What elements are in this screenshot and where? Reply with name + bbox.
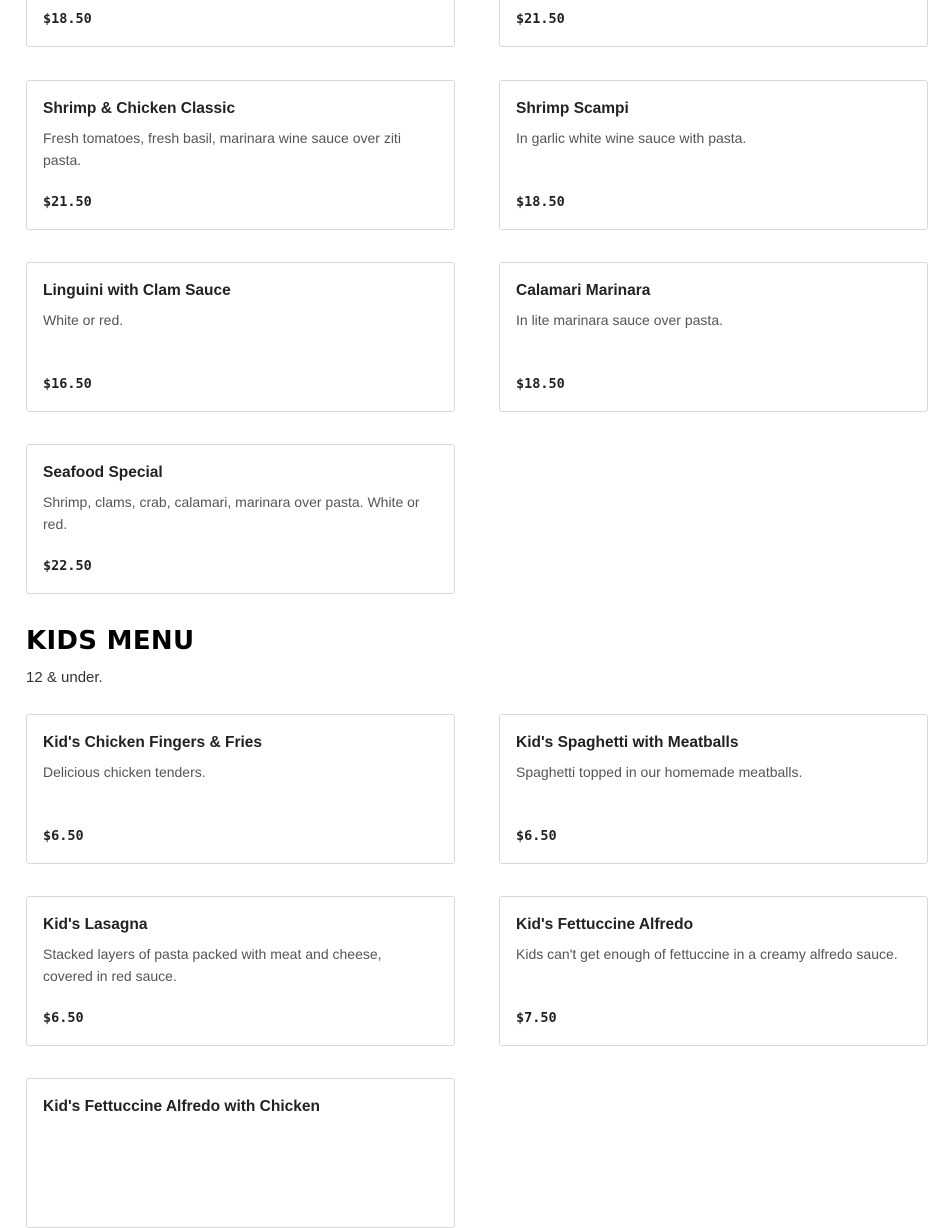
menu-item-price: $18.50	[43, 11, 92, 27]
menu-item-name: Seafood Special	[43, 464, 163, 481]
menu-item-card[interactable]	[499, 80, 928, 230]
menu-item-card[interactable]	[26, 444, 455, 594]
menu-item-name: Kid's Chicken Fingers & Fries	[43, 734, 263, 751]
menu-item-card[interactable]	[26, 714, 455, 864]
section-title: KIDS MENU	[26, 626, 195, 656]
menu-item-description: In lite marinara sauce over pasta.	[516, 312, 723, 328]
menu-item-name: Calamari Marinara	[516, 282, 651, 299]
menu-item-card[interactable]	[26, 80, 455, 230]
menu-item-description: Fresh tomatoes, fresh basil, marinara wine sauce over ziti pasta.	[43, 130, 401, 168]
menu-item-price: $7.50	[516, 1010, 557, 1026]
menu-item-name: Kid's Lasagna	[43, 916, 148, 933]
section-subtitle: 12 & under.	[26, 669, 103, 686]
menu-item-name: Linguini with Clam Sauce	[43, 282, 231, 299]
menu-item-price: $22.50	[43, 558, 92, 574]
menu-item-price: $18.50	[516, 376, 565, 392]
menu-item-name: Kid's Spaghetti with Meatballs	[516, 734, 739, 751]
menu-item-price: $6.50	[516, 828, 557, 844]
menu-item-card[interactable]	[26, 1078, 455, 1228]
menu-item-description: Delicious chicken tenders.	[43, 764, 206, 780]
menu-item-card[interactable]	[499, 714, 928, 864]
menu-item-name: Shrimp Scampi	[516, 100, 629, 117]
menu-item-price: $6.50	[43, 828, 84, 844]
menu-item-description: Shrimp, clams, crab, calamari, marinara over pasta. White or red.	[43, 494, 420, 532]
menu-item-description: Kids can't get enough of fettuccine in a creamy alfredo sauce.	[516, 946, 898, 962]
menu-item-card[interactable]	[499, 0, 928, 47]
menu-item-name: Kid's Fettuccine Alfredo	[516, 916, 694, 933]
menu-item-price: $21.50	[516, 11, 565, 27]
menu-item-description: Stacked layers of pasta packed with meat and cheese, covered in red sauce.	[43, 946, 382, 984]
menu-item-price: $18.50	[516, 194, 565, 210]
menu-item-card[interactable]	[26, 0, 455, 47]
menu-item-card[interactable]	[499, 896, 928, 1046]
menu-item-price: $6.50	[43, 1010, 84, 1026]
menu-item-name: Shrimp & Chicken Classic	[43, 100, 236, 117]
menu-item-name: Kid's Fettuccine Alfredo with Chicken	[43, 1098, 320, 1115]
menu-item-description: White or red.	[43, 312, 124, 328]
menu-item-price: $21.50	[43, 194, 92, 210]
menu-item-card[interactable]	[26, 896, 455, 1046]
menu-item-description: In garlic white wine sauce with pasta.	[516, 130, 747, 146]
menu-item-description: Spaghetti topped in our homemade meatballs.	[516, 764, 803, 780]
menu-item-card[interactable]	[26, 262, 455, 412]
menu-item-price: $16.50	[43, 376, 92, 392]
menu-item-card[interactable]	[499, 262, 928, 412]
